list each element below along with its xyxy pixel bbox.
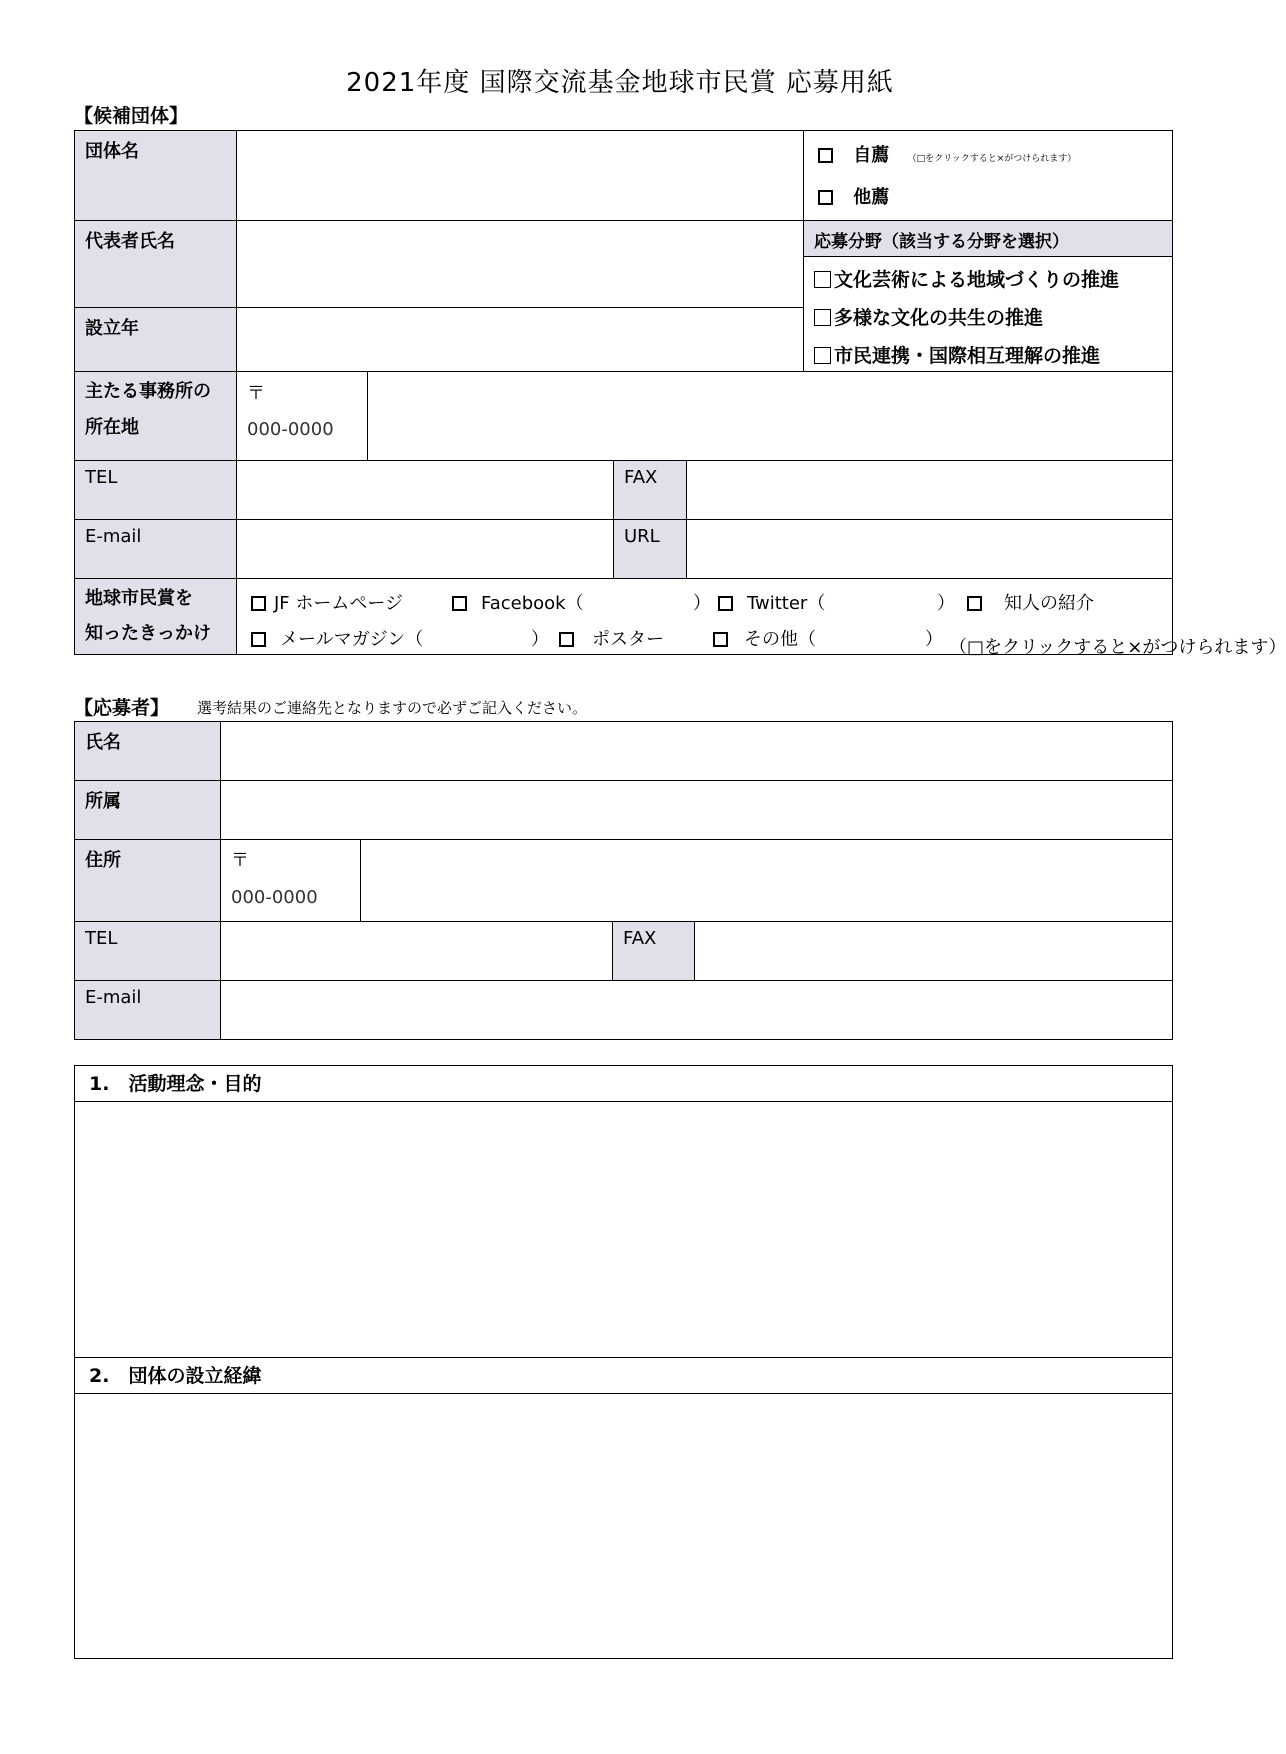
applicant-affiliation-label: 所属: [74, 780, 221, 840]
founded-label: 設立年: [74, 307, 237, 372]
email-label: E-mail: [74, 519, 237, 579]
url-field[interactable]: [686, 519, 1173, 579]
source-label: 地球市民賞を 知ったきっかけ: [74, 578, 237, 655]
applicant-affiliation-field[interactable]: [220, 780, 1173, 840]
office-postal-field[interactable]: 〒 000-0000: [236, 371, 368, 461]
applicant-fax-field[interactable]: [694, 921, 1173, 981]
founded-field[interactable]: [236, 307, 804, 372]
applicant-name-field[interactable]: [220, 721, 1173, 781]
tel-field[interactable]: [236, 460, 614, 520]
url-label: URL: [613, 519, 687, 579]
q1-header: 1. 活動理念・目的: [74, 1065, 1173, 1102]
source-jf-checkbox[interactable]: [251, 596, 266, 611]
field-option-1[interactable]: 文化芸術による地域づくりの推進: [814, 265, 1119, 292]
candidate-section-label: 【候補団体】: [74, 105, 189, 127]
field-header: 応募分野（該当する分野を選択）: [803, 220, 1173, 257]
field-options: [803, 256, 1173, 372]
source-poster-checkbox[interactable]: [559, 632, 574, 647]
source-friend-label: 知人の紹介: [1004, 593, 1094, 614]
applicant-email-label: E-mail: [74, 980, 221, 1040]
other-paren-close: ）: [925, 629, 943, 650]
applicant-tel-label: TEL: [74, 921, 221, 981]
org-name-field[interactable]: [236, 130, 804, 221]
other-rec-label: 他薦: [853, 187, 890, 208]
source-options: [236, 578, 1286, 658]
source-other-checkbox[interactable]: [713, 632, 728, 647]
q2-answer-field[interactable]: [74, 1393, 1173, 1659]
source-jf-label: JF ホームページ: [274, 593, 404, 614]
field-checkbox-3[interactable]: [814, 347, 831, 364]
rep-name-field[interactable]: [236, 220, 804, 308]
q1-answer-field[interactable]: [74, 1101, 1173, 1358]
twitter-paren-close: ）: [937, 593, 955, 614]
field-checkbox-1[interactable]: [814, 271, 831, 288]
source-poster-label: ポスター: [592, 629, 664, 650]
q2-header: 2. 団体の設立経緯: [74, 1357, 1173, 1394]
source-other-label: その他（: [744, 629, 816, 650]
applicant-name-label: 氏名: [74, 721, 221, 781]
org-name-label: 団体名: [74, 130, 237, 221]
mail-paren-close: ）: [531, 629, 549, 650]
source-mail-checkbox[interactable]: [251, 632, 266, 647]
applicant-section-note: 選考結果のご連絡先となりますので必ずご記入ください。: [197, 699, 588, 717]
office-address-label: 主たる事務所の 所在地: [74, 371, 237, 461]
applicant-address-label: 住所: [74, 839, 221, 922]
source-twitter-label: Twitter（: [747, 593, 826, 614]
page-title: 2021年度 国際交流基金地球市民賞 応募用紙: [346, 68, 894, 98]
applicant-postal-field[interactable]: 〒 000-0000: [220, 839, 361, 922]
source-facebook-label: Facebook（: [481, 593, 584, 614]
rep-name-label: 代表者氏名: [74, 220, 237, 308]
applicant-fax-label: FAX: [612, 921, 695, 981]
checkbox-note: （□をクリックすると×がつけられます）: [907, 154, 1077, 164]
source-friend-checkbox[interactable]: [967, 596, 982, 611]
applicant-email-field[interactable]: [220, 980, 1173, 1040]
applicant-section-label: 【応募者】: [74, 697, 170, 719]
other-rec-checkbox[interactable]: [818, 190, 833, 205]
facebook-paren-close: ）: [693, 593, 711, 614]
tel-label: TEL: [74, 460, 237, 520]
self-rec-label: 自薦: [853, 145, 890, 166]
field-option-2[interactable]: 多様な文化の共生の推進: [814, 303, 1043, 330]
source-note: （□をクリックすると×がつけられます）: [949, 637, 1286, 658]
self-rec-checkbox[interactable]: [818, 148, 833, 163]
field-checkbox-2[interactable]: [814, 309, 831, 326]
applicant-address-field[interactable]: [360, 839, 1173, 922]
fax-field[interactable]: [686, 460, 1173, 520]
source-twitter-checkbox[interactable]: [718, 596, 733, 611]
fax-label: FAX: [613, 460, 687, 520]
office-address-field[interactable]: [367, 371, 1173, 461]
email-field[interactable]: [236, 519, 614, 579]
field-option-3[interactable]: 市民連携・国際相互理解の推進: [814, 341, 1100, 368]
source-mail-label: メールマガジン（: [280, 629, 424, 650]
recommendation-box: [803, 130, 1173, 221]
source-facebook-checkbox[interactable]: [452, 596, 467, 611]
applicant-tel-field[interactable]: [220, 921, 613, 981]
